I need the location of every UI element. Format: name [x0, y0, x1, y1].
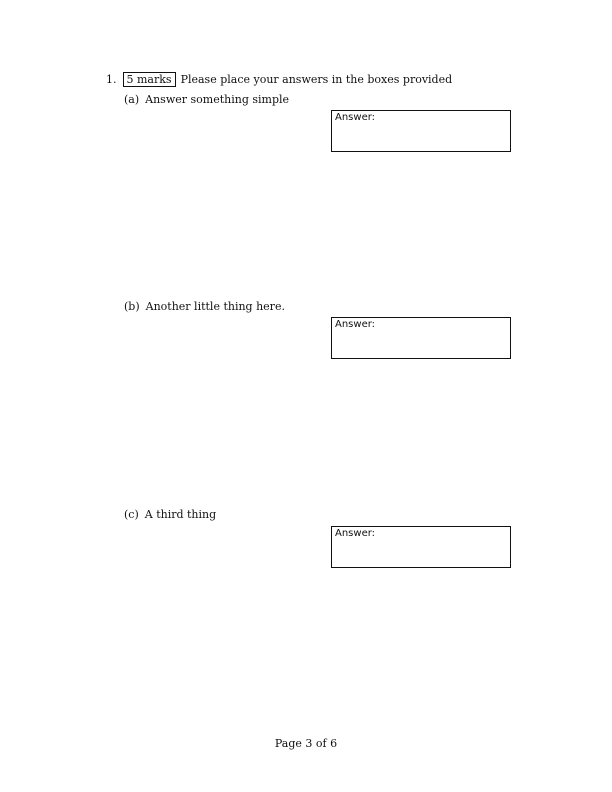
- part-b-label: (b): [124, 300, 140, 313]
- question-number: 1.: [106, 73, 117, 86]
- marks-badge: 5 marks: [123, 72, 176, 87]
- part-a-label: (a): [124, 93, 140, 106]
- part-b-text: Another little thing here.: [145, 300, 285, 313]
- part-b: [124, 300, 285, 314]
- part-a: [124, 93, 289, 107]
- question-instruction: Please place your answers in the boxes provided: [180, 73, 453, 86]
- page-number-footer: Page 3 of 6: [274, 737, 338, 750]
- answer-box-c[interactable]: [331, 526, 511, 568]
- question-header: [106, 72, 452, 87]
- answer-box-b-label: Answer:: [335, 319, 376, 330]
- answer-box-a[interactable]: [331, 110, 511, 152]
- part-c-text: A third thing: [144, 508, 217, 521]
- part-c-label: (c): [124, 508, 139, 521]
- part-a-text: Answer something simple: [145, 93, 290, 106]
- answer-box-a-label: Answer:: [335, 112, 376, 123]
- part-c: [124, 508, 216, 522]
- answer-box-b[interactable]: [331, 317, 511, 359]
- answer-box-c-label: Answer:: [335, 528, 376, 539]
